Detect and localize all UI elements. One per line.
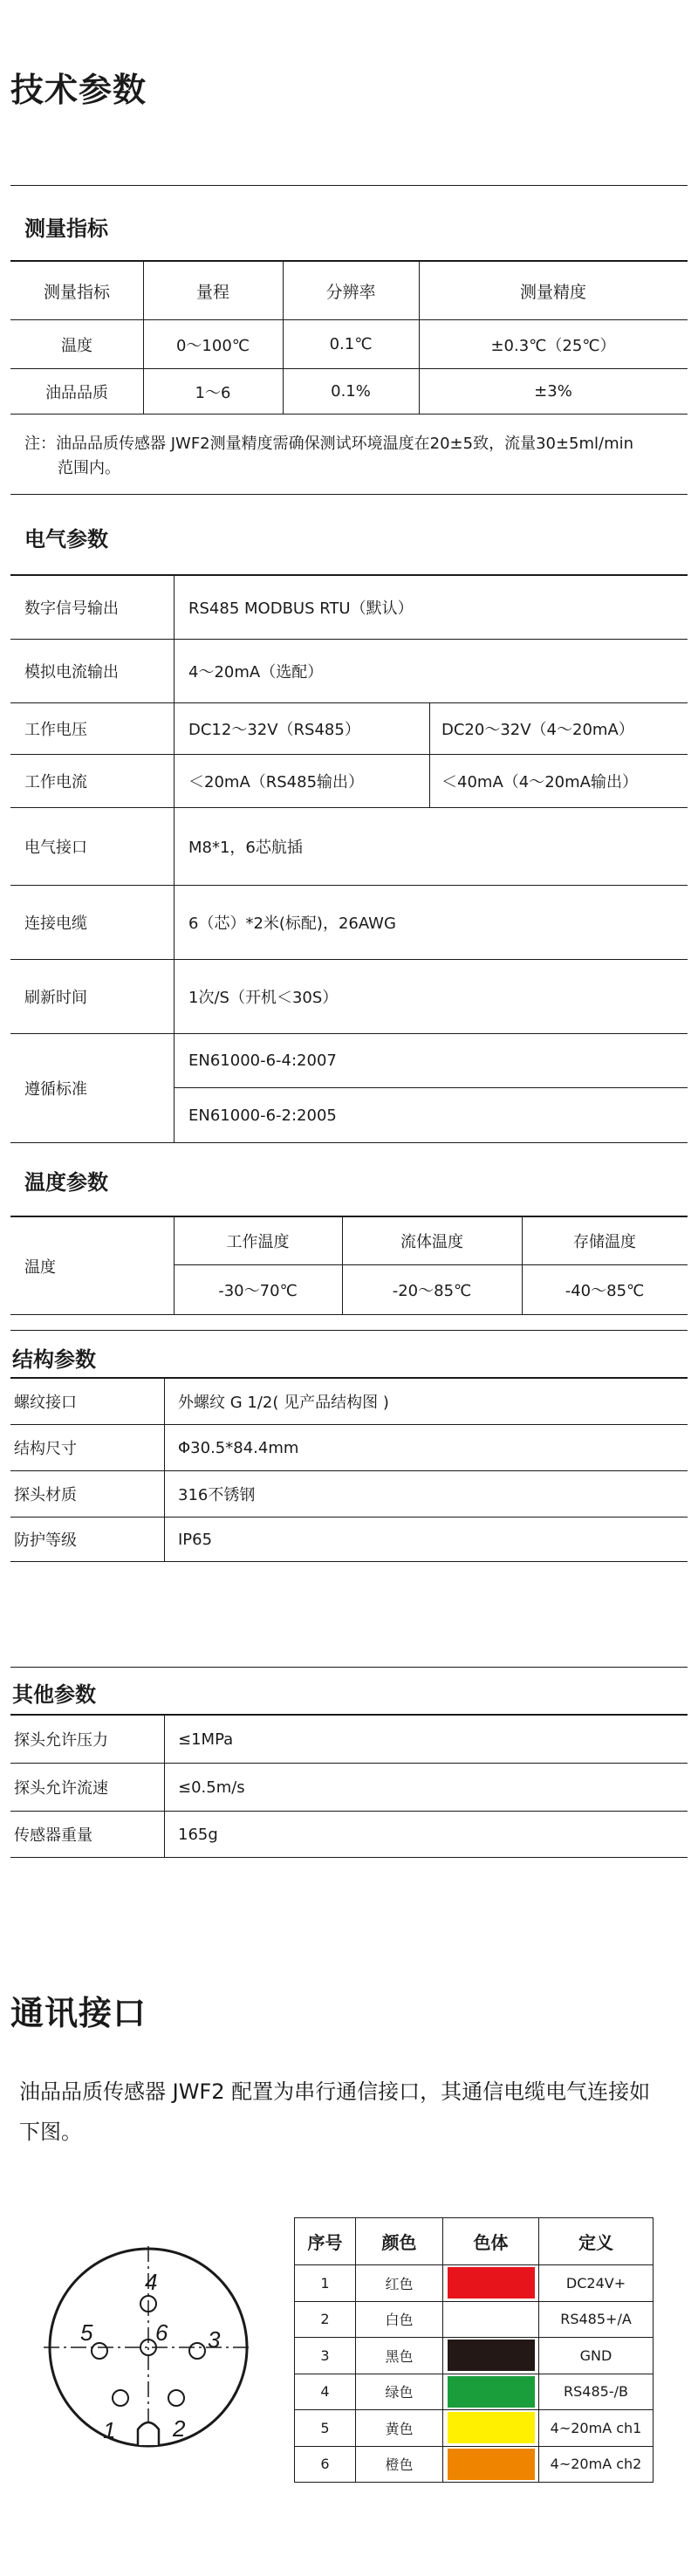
connector-pin-diagram [35, 2244, 262, 2454]
divider [10, 185, 688, 186]
table-row [295, 2446, 654, 2483]
pin-5 [92, 2343, 107, 2359]
electric-value: DC20～32V（4～20mA） [441, 721, 634, 739]
structure-label: 结构尺寸 [14, 1440, 77, 1458]
wire-color: 黄色 [356, 2410, 443, 2447]
electric-value: DC12～32V（RS485） [188, 721, 360, 739]
electric-value: 4～20mA（选配） [188, 663, 324, 682]
electric-value: EN61000-6-2:2005 [188, 1106, 337, 1125]
color-swatch [448, 2267, 535, 2299]
pin-1 [113, 2390, 128, 2406]
wire-definition: RS485-/B [539, 2374, 654, 2410]
divider [10, 1330, 688, 1331]
other-label: 探头允许压力 [14, 1731, 108, 1750]
color-swatch [448, 2304, 535, 2335]
electric-label: 刷新时间 [24, 989, 87, 1007]
electric-value: M8*1，6芯航插 [188, 839, 303, 857]
table-cell: 温度 [61, 336, 92, 355]
measure-header-accuracy: 测量精度 [519, 282, 586, 302]
temperature-value: -20～85℃ [392, 1282, 472, 1300]
divider [10, 1667, 688, 1668]
section-title-measure: 测量指标 [24, 216, 108, 241]
table-cell: 0.1℃ [329, 335, 373, 353]
other-label: 探头允许流速 [14, 1779, 108, 1798]
structure-value: 外螺纹 G 1/2( 见产品结构图 ) [178, 1394, 389, 1412]
wire-color: 黑色 [356, 2338, 443, 2374]
wire-no: 6 [295, 2446, 356, 2483]
section-title-other: 其他参数 [12, 1682, 96, 1707]
temperature-row-label: 温度 [24, 1257, 56, 1277]
other-label: 传感器重量 [14, 1826, 92, 1845]
pin-label: 6 [155, 2319, 168, 2346]
measure-note: 注：油品品质传感器 JWF2测量精度需确保测试环境温度在20±5致，流量30±5ml/min 范围内。 [24, 435, 634, 477]
temperature-header: 存储温度 [573, 1233, 636, 1251]
structure-value: 316不锈钢 [178, 1486, 256, 1504]
wire-color: 橙色 [356, 2446, 443, 2483]
divider [10, 494, 688, 495]
structure-value: IP65 [178, 1530, 213, 1549]
table-cell: 油品品质 [45, 383, 108, 402]
wire-definition: GND [539, 2338, 654, 2374]
table-row [295, 2374, 654, 2410]
section-title-electric: 电气参数 [24, 527, 108, 552]
table-cell: 0～100℃ [175, 336, 250, 355]
table-row [295, 2410, 654, 2447]
table-cell: 1～6 [195, 383, 231, 402]
temperature-value: -30～70℃ [218, 1282, 298, 1300]
color-swatch [448, 2340, 535, 2371]
measure-header-resolution: 分辨率 [325, 282, 376, 302]
table-row [295, 2265, 654, 2302]
comm-description: 油品品质传感器 JWF2 配置为串行通信接口，其通信电缆电气连接如 下图。 [19, 2079, 651, 2144]
pin-label: 4 [145, 2269, 158, 2295]
electric-label: 模拟电流输出 [24, 663, 119, 682]
electric-label: 数字信号输出 [24, 599, 119, 618]
structure-value: Φ30.5*84.4mm [178, 1438, 299, 1457]
table-cell: ±3% [534, 382, 572, 401]
electric-label: 遵循标准 [24, 1080, 87, 1099]
pin-label: 5 [80, 2319, 93, 2346]
pin-3 [189, 2343, 205, 2359]
page-title: 技术参数 [10, 71, 147, 109]
wire-no: 2 [295, 2301, 356, 2338]
section-title-temperature: 温度参数 [24, 1170, 108, 1195]
wire-color: 白色 [356, 2301, 443, 2338]
electric-value: RS485 MODBUS RTU（默认） [188, 599, 414, 618]
wire-no: 4 [295, 2374, 356, 2410]
table-row [295, 2338, 654, 2374]
other-value: ≤1MPa [178, 1730, 234, 1749]
section-title-comm: 通讯接口 [10, 1994, 147, 2032]
temperature-header: 流体温度 [400, 1233, 463, 1251]
table-row [295, 2301, 654, 2338]
temperature-header: 工作温度 [226, 1233, 290, 1251]
wire-no: 3 [295, 2338, 356, 2374]
measure-header-range: 量程 [195, 282, 229, 302]
wire-definition: 4~20mA ch2 [539, 2446, 654, 2483]
key-notch [138, 2422, 159, 2445]
color-swatch [448, 2412, 535, 2443]
table-header: 颜色 [356, 2218, 443, 2265]
structure-label: 螺纹接口 [14, 1394, 77, 1412]
table-cell: 0.1% [331, 382, 371, 401]
wire-no: 5 [295, 2410, 356, 2447]
table-header: 定义 [539, 2218, 654, 2265]
wire-definition: 4~20mA ch1 [539, 2410, 654, 2447]
electric-label: 工作电压 [24, 721, 87, 739]
color-swatch [448, 2449, 535, 2480]
electric-value: 1次/S（开机＜30S） [188, 989, 339, 1007]
electric-value: 6（芯）*2米(标配)，26AWG [188, 915, 396, 933]
wire-definition: RS485+/A [539, 2301, 654, 2338]
structure-label: 防护等级 [14, 1531, 77, 1550]
table-header: 序号 [295, 2218, 356, 2265]
wire-color: 绿色 [356, 2374, 443, 2410]
electric-label: 工作电流 [24, 773, 87, 791]
electric-value: ＜40mA（4～20mA输出） [441, 773, 638, 791]
measure-header-item: 测量指标 [43, 282, 110, 302]
electric-label: 连接电缆 [24, 915, 87, 933]
wire-definition: DC24V+ [539, 2265, 654, 2302]
electric-label: 电气接口 [24, 839, 87, 857]
wire-color: 红色 [356, 2265, 443, 2302]
other-value: 165g [178, 1825, 218, 1844]
wire-no: 1 [295, 2265, 356, 2302]
color-swatch [448, 2376, 535, 2408]
wire-color-table [294, 2217, 654, 2483]
table-cell: ±0.3℃（25℃） [490, 336, 616, 355]
pin-label: 2 [173, 2415, 186, 2442]
electric-value: ＜20mA（RS485输出） [188, 773, 365, 791]
other-value: ≤0.5m/s [178, 1778, 245, 1797]
table-header: 色体 [443, 2218, 539, 2265]
electric-value: EN61000-6-4:2007 [188, 1052, 337, 1070]
temperature-value: -40～85℃ [565, 1282, 645, 1300]
pin-label: 3 [208, 2326, 221, 2353]
section-title-structure: 结构参数 [12, 1347, 96, 1372]
structure-label: 探头材质 [14, 1486, 77, 1504]
pin-label: 1 [103, 2417, 116, 2443]
pin-2 [168, 2390, 184, 2406]
